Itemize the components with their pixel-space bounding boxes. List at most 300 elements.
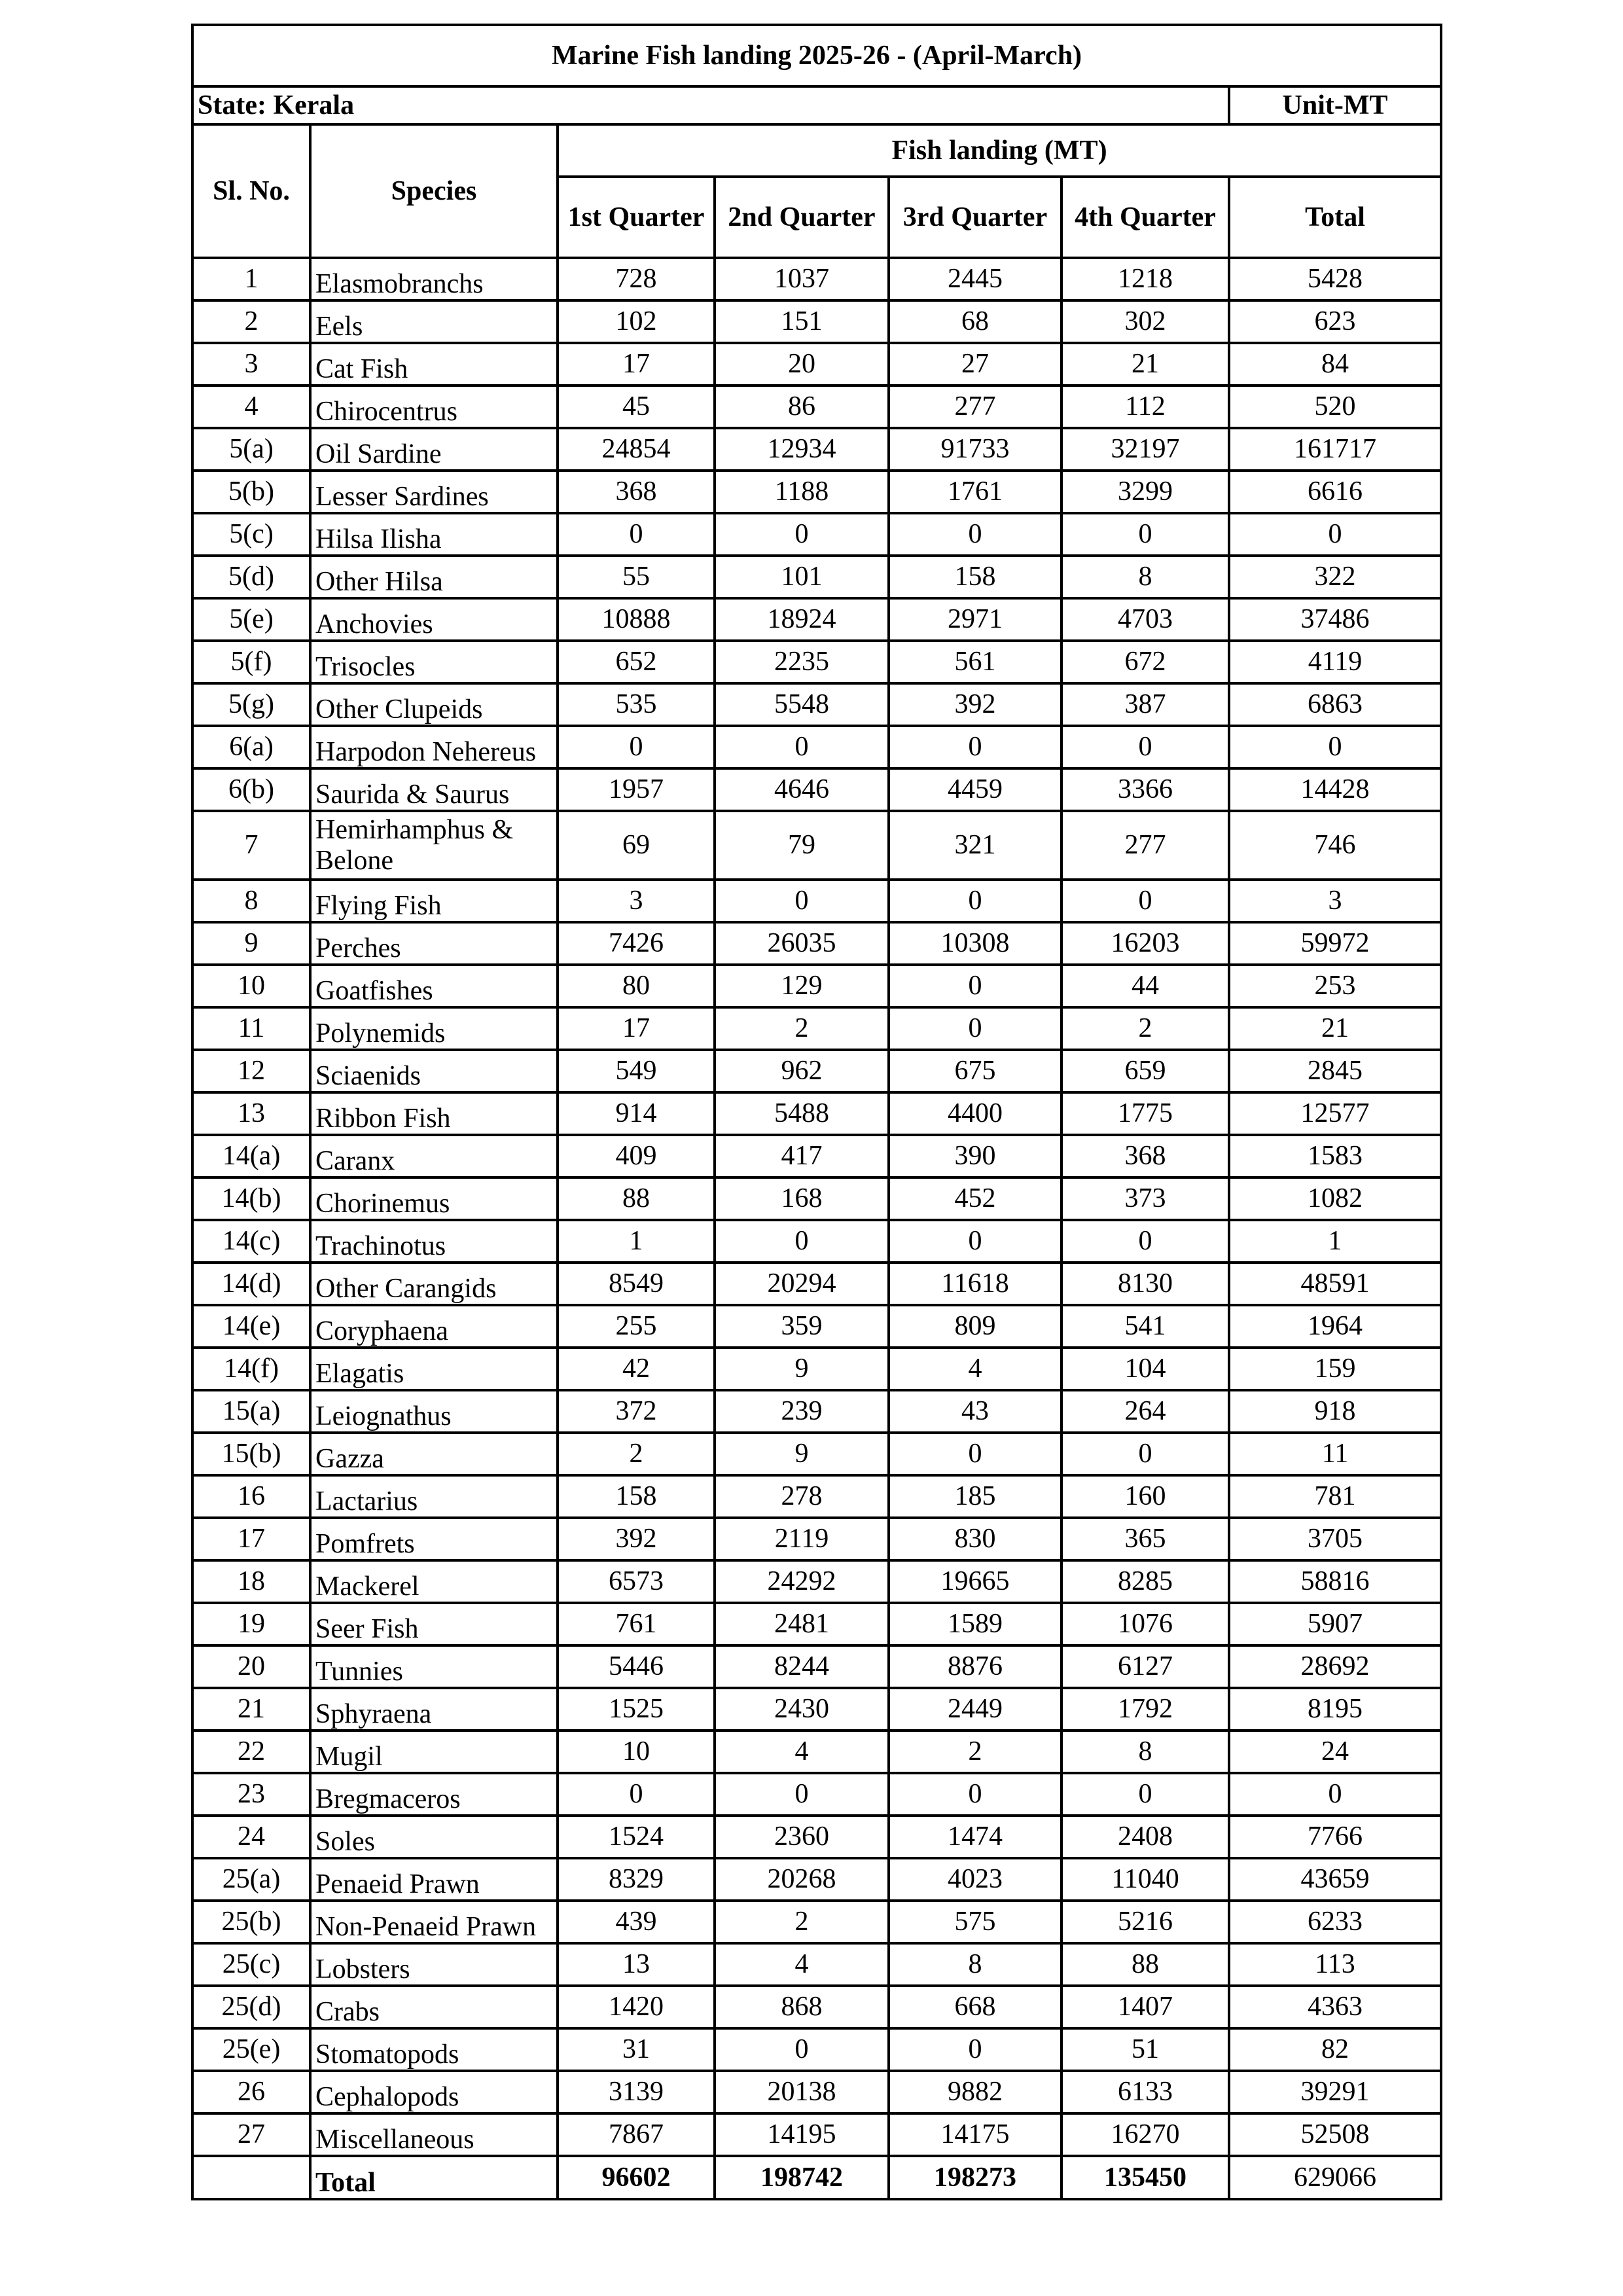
cell-q3: 668 [889,1986,1061,2028]
cell-species: Goatfishes [310,965,558,1007]
cell-sl-no: 15(b) [192,1433,310,1475]
cell-q1: 0 [558,1773,715,1816]
cell-q2: 20294 [715,1263,889,1305]
cell-q2: 0 [715,726,889,768]
cell-total: 322 [1229,556,1441,598]
cell-species: Flying Fish [310,880,558,922]
cell-q1: 24854 [558,428,715,471]
cell-sl-no: 5(f) [192,641,310,683]
cell-total: 746 [1229,811,1441,880]
header-sl-no: Sl. No. [192,124,310,258]
cell-total: 253 [1229,965,1441,1007]
cell-q4: 264 [1061,1390,1229,1433]
cell-species: Crabs [310,1986,558,2028]
cell-species: Polynemids [310,1007,558,1050]
cell-sl-no: 25(a) [192,1858,310,1901]
cell-q4: 0 [1061,1220,1229,1263]
cell-total: 2845 [1229,1050,1441,1092]
cell-species: Oil Sardine [310,428,558,471]
state-row [192,86,1441,124]
cell-q4: 11040 [1061,1858,1229,1901]
cell-total: 781 [1229,1475,1441,1518]
total-row [192,2156,1441,2199]
cell-q4: 0 [1061,513,1229,556]
cell-sl-no: 11 [192,1007,310,1050]
cell-sl-no: 14(a) [192,1135,310,1177]
cell-species: Tunnies [310,1645,558,1688]
cell-q3: 4459 [889,768,1061,811]
cell-q3: 4400 [889,1092,1061,1135]
table-row [192,1135,1441,1177]
cell-q4: 16203 [1061,922,1229,965]
cell-q1: 728 [558,258,715,300]
cell-q4: 32197 [1061,428,1229,471]
cell-q1: 1420 [558,1986,715,2028]
cell-q3: 0 [889,1007,1061,1050]
cell-sl-no: 1 [192,258,310,300]
cell-sl-no: 25(e) [192,2028,310,2071]
cell-q2: 278 [715,1475,889,1518]
cell-total: 1082 [1229,1177,1441,1220]
table-row [192,300,1441,343]
table-row [192,922,1441,965]
cell-q2: 20 [715,343,889,386]
table-row [192,1560,1441,1603]
cell-total: 4119 [1229,641,1441,683]
table-row [192,1007,1441,1050]
cell-q2: 4 [715,1731,889,1773]
cell-q1: 914 [558,1092,715,1135]
cell-sl-no: 14(b) [192,1177,310,1220]
table-row [192,641,1441,683]
cell-q2: 86 [715,386,889,428]
table-row [192,1986,1441,2028]
cell-species: Seer Fish [310,1603,558,1645]
cell-q3: 0 [889,726,1061,768]
cell-q4: 112 [1061,386,1229,428]
cell-total: 11 [1229,1433,1441,1475]
cell-q4: 1407 [1061,1986,1229,2028]
cell-total: 623 [1229,300,1441,343]
cell-q4: 8 [1061,556,1229,598]
table-row [192,1518,1441,1560]
cell-q1: 409 [558,1135,715,1177]
cell-q1: 0 [558,513,715,556]
cell-q1: 1 [558,1220,715,1263]
cell-q4: 104 [1061,1348,1229,1390]
header-row-group [192,124,1441,177]
table-row [192,1943,1441,1986]
cell-total: 39291 [1229,2071,1441,2113]
cell-species: Elagatis [310,1348,558,1390]
cell-q3: 0 [889,880,1061,922]
cell-total: 6233 [1229,1901,1441,1943]
cell-species: Lesser Sardines [310,471,558,513]
cell-sl-no: 16 [192,1475,310,1518]
cell-q3: 19665 [889,1560,1061,1603]
table-row [192,513,1441,556]
cell-species: Chirocentrus [310,386,558,428]
cell-total: 520 [1229,386,1441,428]
cell-q2: 2119 [715,1518,889,1560]
table-row [192,1475,1441,1518]
cell-q4: 387 [1061,683,1229,726]
cell-sl-no: 19 [192,1603,310,1645]
cell-q4: 6133 [1061,2071,1229,2113]
cell-total: 113 [1229,1943,1441,1986]
cell-total: 6616 [1229,471,1441,513]
total-cell-q1: 96602 [558,2156,715,2199]
cell-sl-no: 17 [192,1518,310,1560]
cell-q1: 17 [558,343,715,386]
table-row [192,428,1441,471]
cell-species: Anchovies [310,598,558,641]
cell-q2: 129 [715,965,889,1007]
cell-total: 12577 [1229,1092,1441,1135]
cell-species: Lactarius [310,1475,558,1518]
cell-sl-no: 10 [192,965,310,1007]
cell-q3: 158 [889,556,1061,598]
cell-q3: 2971 [889,598,1061,641]
cell-q2: 868 [715,1986,889,2028]
cell-q1: 0 [558,726,715,768]
cell-q3: 321 [889,811,1061,880]
cell-q4: 3299 [1061,471,1229,513]
cell-q3: 2445 [889,258,1061,300]
cell-total: 8195 [1229,1688,1441,1731]
unit-label: Unit-MT [1229,86,1441,124]
cell-q2: 2235 [715,641,889,683]
cell-total: 59972 [1229,922,1441,965]
cell-q3: 277 [889,386,1061,428]
cell-q4: 2 [1061,1007,1229,1050]
cell-q3: 8 [889,1943,1061,1986]
cell-q1: 55 [558,556,715,598]
cell-q1: 2 [558,1433,715,1475]
cell-sl-no: 27 [192,2113,310,2156]
cell-sl-no: 15(a) [192,1390,310,1433]
cell-sl-no: 18 [192,1560,310,1603]
cell-q2: 8244 [715,1645,889,1688]
cell-species: Bregmaceros [310,1773,558,1816]
cell-q2: 2 [715,1901,889,1943]
table-row [192,1305,1441,1348]
cell-q3: 392 [889,683,1061,726]
cell-q2: 4646 [715,768,889,811]
cell-q2: 9 [715,1433,889,1475]
cell-total: 37486 [1229,598,1441,641]
table-row [192,1050,1441,1092]
cell-sl-no: 25(d) [192,1986,310,2028]
cell-sl-no: 5(c) [192,513,310,556]
cell-q2: 0 [715,1773,889,1816]
cell-q3: 1761 [889,471,1061,513]
table-row [192,965,1441,1007]
cell-sl-no: 13 [192,1092,310,1135]
cell-q4: 365 [1061,1518,1229,1560]
table-row [192,1263,1441,1305]
cell-q2: 20138 [715,2071,889,2113]
cell-sl-no: 6(b) [192,768,310,811]
cell-sl-no: 4 [192,386,310,428]
cell-q4: 1076 [1061,1603,1229,1645]
cell-total: 0 [1229,513,1441,556]
cell-species: Cephalopods [310,2071,558,2113]
cell-sl-no: 8 [192,880,310,922]
header-q2: 2nd Quarter [715,177,889,258]
cell-q1: 652 [558,641,715,683]
cell-species: Coryphaena [310,1305,558,1348]
cell-sl-no: 24 [192,1816,310,1858]
cell-q1: 45 [558,386,715,428]
cell-q3: 2449 [889,1688,1061,1731]
cell-q3: 390 [889,1135,1061,1177]
fish-landing-table [191,24,1442,2200]
table-row [192,1688,1441,1731]
cell-total: 82 [1229,2028,1441,2071]
cell-sl-no: 5(d) [192,556,310,598]
table-row [192,471,1441,513]
cell-species: Mackerel [310,1560,558,1603]
cell-q2: 168 [715,1177,889,1220]
table-row [192,683,1441,726]
table-row [192,1731,1441,1773]
cell-q3: 0 [889,513,1061,556]
cell-total: 5907 [1229,1603,1441,1645]
cell-species: Other Hilsa [310,556,558,598]
cell-q3: 68 [889,300,1061,343]
cell-q3: 830 [889,1518,1061,1560]
total-cell-sl-no [192,2156,310,2199]
cell-species: Hemirhamphus & Belone [310,811,558,880]
cell-q4: 21 [1061,343,1229,386]
cell-species: Trisocles [310,641,558,683]
cell-total: 3705 [1229,1518,1441,1560]
cell-q4: 368 [1061,1135,1229,1177]
cell-q3: 91733 [889,428,1061,471]
table-row [192,1092,1441,1135]
cell-total: 4363 [1229,1986,1441,2028]
cell-sl-no: 26 [192,2071,310,2113]
cell-q1: 1525 [558,1688,715,1731]
cell-q4: 8285 [1061,1560,1229,1603]
cell-species: Trachinotus [310,1220,558,1263]
cell-q4: 0 [1061,880,1229,922]
cell-total: 159 [1229,1348,1441,1390]
cell-species: Caranx [310,1135,558,1177]
cell-q4: 3366 [1061,768,1229,811]
cell-q2: 0 [715,513,889,556]
cell-sl-no: 14(c) [192,1220,310,1263]
cell-q2: 18924 [715,598,889,641]
cell-q4: 541 [1061,1305,1229,1348]
cell-q1: 88 [558,1177,715,1220]
cell-q3: 0 [889,965,1061,1007]
cell-q2: 359 [715,1305,889,1348]
cell-q3: 8876 [889,1645,1061,1688]
cell-q1: 255 [558,1305,715,1348]
cell-total: 161717 [1229,428,1441,471]
header-species: Species [310,124,558,258]
cell-q4: 1792 [1061,1688,1229,1731]
cell-total: 5428 [1229,258,1441,300]
cell-total: 21 [1229,1007,1441,1050]
cell-q3: 561 [889,641,1061,683]
cell-q4: 0 [1061,726,1229,768]
table-row [192,258,1441,300]
cell-q2: 0 [715,1220,889,1263]
cell-total: 1964 [1229,1305,1441,1348]
cell-q3: 0 [889,1220,1061,1263]
cell-q3: 452 [889,1177,1061,1220]
cell-species: Perches [310,922,558,965]
cell-q2: 14195 [715,2113,889,2156]
cell-q1: 17 [558,1007,715,1050]
cell-total: 918 [1229,1390,1441,1433]
cell-q1: 761 [558,1603,715,1645]
cell-species: Chorinemus [310,1177,558,1220]
cell-q1: 439 [558,1901,715,1943]
cell-species: Hilsa Ilisha [310,513,558,556]
cell-q1: 8549 [558,1263,715,1305]
cell-q1: 102 [558,300,715,343]
cell-species: Sphyraena [310,1688,558,1731]
cell-q1: 8329 [558,1858,715,1901]
cell-total: 0 [1229,726,1441,768]
cell-sl-no: 14(d) [192,1263,310,1305]
cell-total: 1 [1229,1220,1441,1263]
cell-q3: 10308 [889,922,1061,965]
title-row [192,25,1441,86]
cell-species: Mugil [310,1731,558,1773]
cell-species: Stomatopods [310,2028,558,2071]
cell-q1: 1524 [558,1816,715,1858]
cell-sl-no: 5(g) [192,683,310,726]
cell-q1: 3139 [558,2071,715,2113]
cell-sl-no: 21 [192,1688,310,1731]
cell-q4: 4703 [1061,598,1229,641]
cell-q2: 79 [715,811,889,880]
cell-q3: 1589 [889,1603,1061,1645]
cell-sl-no: 25(c) [192,1943,310,1986]
cell-species: Ribbon Fish [310,1092,558,1135]
cell-species: Other Carangids [310,1263,558,1305]
table-row [192,1603,1441,1645]
cell-q2: 5548 [715,683,889,726]
cell-total: 14428 [1229,768,1441,811]
table-row [192,386,1441,428]
table-row [192,1220,1441,1263]
cell-q4: 160 [1061,1475,1229,1518]
cell-q1: 13 [558,1943,715,1986]
cell-sl-no: 22 [192,1731,310,1773]
cell-q1: 158 [558,1475,715,1518]
cell-q4: 51 [1061,2028,1229,2071]
cell-q1: 392 [558,1518,715,1560]
cell-q4: 659 [1061,1050,1229,1092]
cell-q2: 151 [715,300,889,343]
cell-q3: 14175 [889,2113,1061,2156]
header-q4: 4th Quarter [1061,177,1229,258]
cell-q2: 20268 [715,1858,889,1901]
table-row [192,1773,1441,1816]
table-title: Marine Fish landing 2025-26 - (April-March) [192,25,1441,86]
table-row [192,768,1441,811]
cell-q4: 8130 [1061,1263,1229,1305]
cell-total: 24 [1229,1731,1441,1773]
cell-sl-no: 5(a) [192,428,310,471]
cell-total: 43659 [1229,1858,1441,1901]
cell-total: 6863 [1229,683,1441,726]
cell-total: 1583 [1229,1135,1441,1177]
cell-q3: 675 [889,1050,1061,1092]
cell-q3: 185 [889,1475,1061,1518]
cell-q3: 809 [889,1305,1061,1348]
cell-q2: 2430 [715,1688,889,1731]
table-row [192,1348,1441,1390]
total-cell-q3: 198273 [889,2156,1061,2199]
cell-q3: 11618 [889,1263,1061,1305]
table-row [192,1901,1441,1943]
cell-q2: 0 [715,880,889,922]
cell-q2: 2481 [715,1603,889,1645]
table-row [192,2113,1441,2156]
cell-q1: 10 [558,1731,715,1773]
cell-q2: 12934 [715,428,889,471]
cell-q4: 373 [1061,1177,1229,1220]
cell-total: 3 [1229,880,1441,922]
cell-species: Elasmobranchs [310,258,558,300]
cell-q1: 42 [558,1348,715,1390]
cell-q2: 962 [715,1050,889,1092]
cell-total: 28692 [1229,1645,1441,1688]
cell-sl-no: 2 [192,300,310,343]
cell-q4: 277 [1061,811,1229,880]
cell-species: Other Clupeids [310,683,558,726]
table-row [192,1433,1441,1475]
cell-q2: 1188 [715,471,889,513]
table-row [192,343,1441,386]
header-total: Total [1229,177,1441,258]
cell-total: 58816 [1229,1560,1441,1603]
cell-sl-no: 20 [192,1645,310,1688]
cell-q1: 3 [558,880,715,922]
cell-species: Saurida & Saurus [310,768,558,811]
table-row [192,726,1441,768]
cell-q4: 8 [1061,1731,1229,1773]
table-row [192,1177,1441,1220]
cell-species: Lobsters [310,1943,558,1986]
cell-species: Soles [310,1816,558,1858]
cell-q1: 69 [558,811,715,880]
cell-q3: 4023 [889,1858,1061,1901]
cell-sl-no: 14(e) [192,1305,310,1348]
cell-species: Pomfrets [310,1518,558,1560]
cell-total: 7766 [1229,1816,1441,1858]
table-row [192,811,1441,880]
cell-q2: 5488 [715,1092,889,1135]
cell-q4: 16270 [1061,2113,1229,2156]
state-label: State: Kerala [192,86,1229,124]
cell-sl-no: 7 [192,811,310,880]
cell-q1: 368 [558,471,715,513]
cell-q1: 7426 [558,922,715,965]
cell-species: Penaeid Prawn [310,1858,558,1901]
cell-sl-no: 9 [192,922,310,965]
cell-q1: 372 [558,1390,715,1433]
cell-q4: 302 [1061,300,1229,343]
cell-q3: 27 [889,343,1061,386]
